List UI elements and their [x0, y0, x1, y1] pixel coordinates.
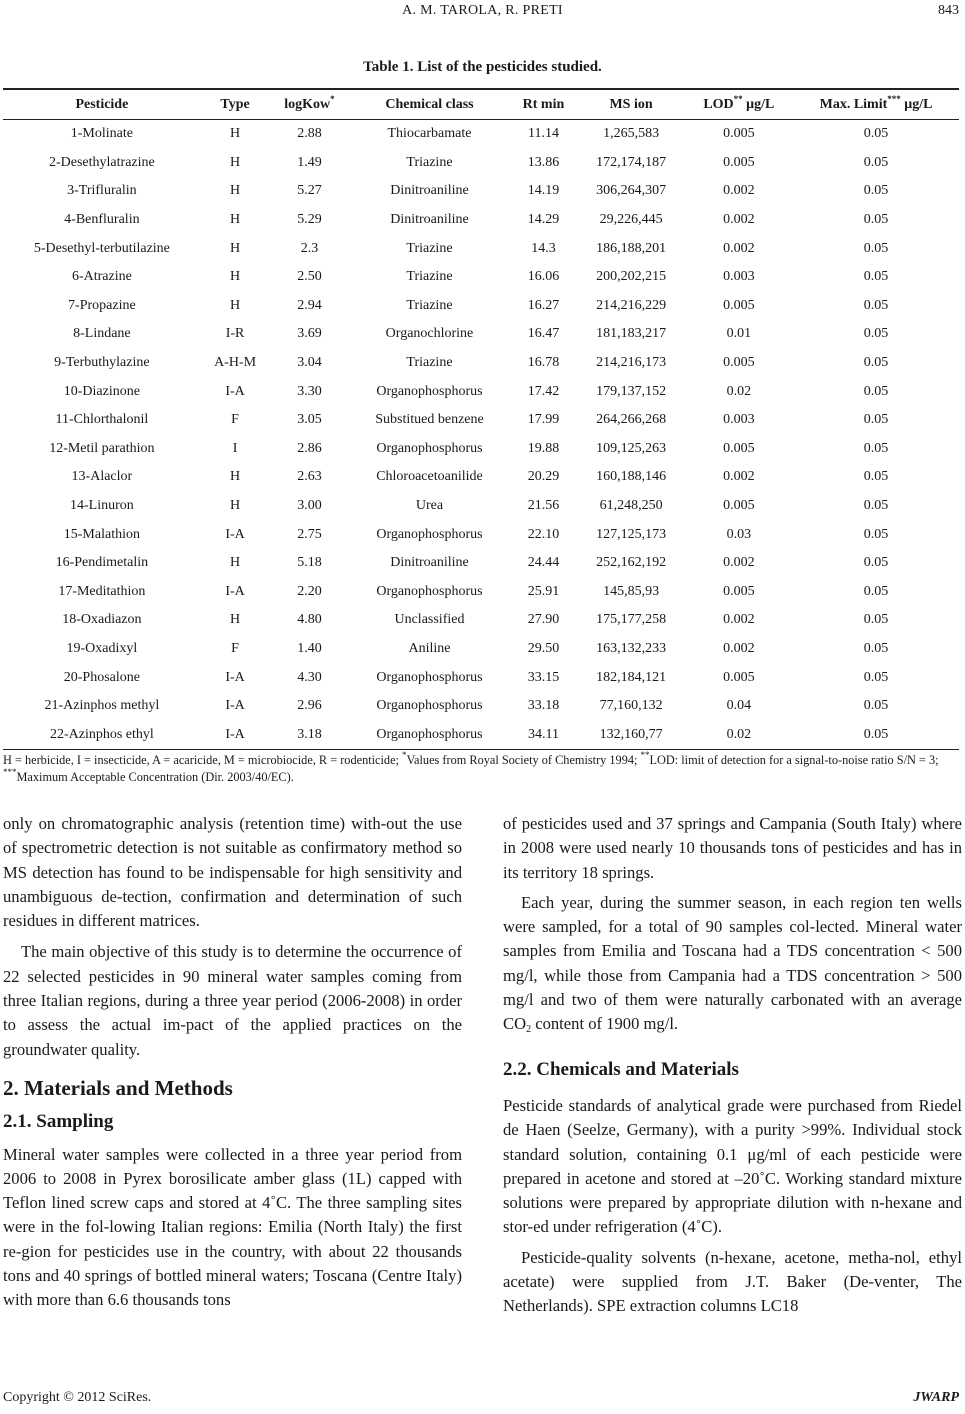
table-row [3, 492, 959, 521]
cell-ms: 61,248,250 [599, 498, 663, 514]
cell-type: H [230, 183, 241, 199]
table-row [3, 377, 959, 406]
cell-class: Organochlorine [385, 326, 474, 342]
cell-pesticide: 6-Atrazine [71, 269, 132, 285]
cell-logkow: 3.18 [269, 720, 349, 749]
table-row [3, 349, 959, 378]
cell-max-limit: 0.05 [863, 498, 889, 514]
cell-lod: 0.003 [723, 412, 755, 428]
cell-rt: 16.27 [527, 297, 560, 313]
cell-class: Organophosphorus [376, 669, 483, 685]
footnote-mark: *** [887, 93, 901, 104]
cell-logkow: 2.86 [297, 440, 322, 456]
cell-lod: 0.005 [723, 498, 755, 514]
cell-max-limit: 0.05 [863, 612, 889, 628]
cell-type: I [232, 440, 238, 456]
cell-logkow: 3.00 [297, 498, 322, 514]
cell-class: Organophosphorus [376, 583, 483, 599]
cell-pesticide: 5-Desethyl-terbutilazine [33, 240, 170, 256]
footnote-text: LOD: limit of detection for a signal-to-noise ratio S/N = 3; [649, 753, 939, 767]
cell-lod: 0.003 [723, 269, 755, 285]
footnote-mark: * [330, 93, 335, 104]
cell-rt: 27.90 [527, 612, 560, 628]
cell-class: Organophosphorus [376, 698, 483, 714]
cell-rt: 29.50 [527, 640, 560, 656]
cell-logkow: 2.94 [297, 297, 322, 313]
cell-rt: 20.29 [527, 469, 560, 485]
table-caption: Table 1. List of the pesticides studied. [363, 59, 602, 75]
table-row [3, 549, 959, 578]
cell-class: Urea [415, 498, 444, 514]
cell-ms: 127,125,173 [596, 526, 667, 542]
table-row [3, 292, 959, 321]
table-row [3, 234, 959, 263]
cell-type: I-A [225, 698, 245, 714]
cell-type: I-A [225, 669, 245, 685]
cell-ms: 160,188,146 [596, 469, 667, 485]
col-header-max-unit: μg/L [900, 96, 933, 112]
footnote-text: Maximum Acceptable Concentration (Dir. 2003/40/EC). [16, 770, 294, 784]
cell-ms: 132,160,77 [578, 720, 685, 749]
cell-class: Organophosphorus [376, 526, 483, 542]
cell-max-limit: 0.05 [863, 326, 889, 342]
cell-rt: 16.78 [527, 355, 560, 371]
left-column [3, 812, 462, 1313]
cell-lod: 0.002 [723, 240, 755, 256]
cell-max-limit: 0.05 [863, 240, 889, 256]
cell-logkow: 1.40 [297, 640, 322, 656]
section-heading: 2. Materials and Methods [3, 1075, 233, 1100]
cell-max-limit: 0.05 [863, 526, 889, 542]
cell-logkow: 2.96 [297, 698, 322, 714]
cell-type: F [231, 412, 239, 428]
cell-pesticide: 20-Phosalone [63, 669, 140, 685]
table-row [3, 120, 959, 149]
cell-logkow: 2.63 [297, 469, 322, 485]
cell-pesticide: 11-Chlorthalonil [55, 412, 149, 428]
cell-pesticide: 9-Terbuthylazine [54, 355, 150, 371]
cell-logkow: 2.88 [297, 126, 322, 142]
page-number: 843 [938, 3, 959, 18]
cell-class: Organophosphorus [350, 720, 510, 749]
cell-max-limit: 0.05 [863, 126, 889, 142]
cell-class: Organophosphorus [376, 440, 483, 456]
cell-lod: 0.04 [726, 698, 752, 714]
cell-max-limit: 0.05 [863, 583, 889, 599]
cell-lod: 0.01 [726, 326, 752, 342]
cell-lod: 0.002 [723, 640, 755, 656]
cell-type: H [230, 555, 241, 571]
cell-rt: 17.42 [527, 383, 560, 399]
footnote-mark: ** [733, 93, 743, 104]
cell-type: H [230, 240, 241, 256]
cell-type: H [230, 498, 241, 514]
cell-logkow: 5.29 [297, 212, 322, 228]
cell-lod: 0.005 [723, 355, 755, 371]
col-header-logkow [269, 89, 349, 120]
cell-class: Triazine [406, 297, 453, 313]
cell-lod: 0.03 [726, 526, 752, 542]
cell-logkow: 3.30 [297, 383, 322, 399]
cell-max-limit: 0.05 [863, 183, 889, 199]
cell-ms: 200,202,215 [596, 269, 667, 285]
table-row [3, 606, 959, 635]
cell-rt: 21.56 [527, 498, 560, 514]
cell-rt: 19.88 [527, 440, 560, 456]
cell-ms: 214,216,173 [596, 355, 667, 371]
cell-max-limit: 0.05 [863, 297, 889, 313]
cell-max-limit: 0.05 [863, 269, 889, 285]
cell-class: Triazine [406, 269, 453, 285]
footer-journal: JWARP [913, 1390, 959, 1405]
cell-ms: 175,177,258 [596, 612, 667, 628]
cell-type: A-H-M [214, 355, 257, 371]
table-row [3, 635, 959, 664]
cell-lod: 0.002 [723, 183, 755, 199]
cell-rt: 16.06 [527, 269, 560, 285]
cell-rt: 24.44 [527, 555, 560, 571]
cell-ms: 1,265,583 [603, 126, 660, 142]
cell-ms: 109,125,263 [596, 440, 667, 456]
cell-logkow: 5.18 [297, 555, 322, 571]
paragraph: Pesticide-quality solvents (n-hexane, acetone, metha-nol, ethyl acetate) were supplied from J.T. Baker (De-venter, The Netherlands). SPE extraction columns LC18 [503, 1247, 962, 1316]
cell-ms: 252,162,192 [596, 555, 667, 571]
table-footnote [3, 752, 961, 786]
cell-class: Dinitroaniline [390, 183, 469, 199]
cell-class: Triazine [406, 240, 453, 256]
table-row [3, 578, 959, 607]
footnote-text: Values from Royal Society of Chemistry 1994; [406, 753, 641, 767]
table-body [3, 120, 959, 750]
cell-lod: 0.005 [723, 440, 755, 456]
cell-class: Dinitroaniline [390, 555, 469, 571]
pesticides-table [3, 88, 959, 750]
cell-rt: 16.47 [527, 326, 560, 342]
cell-class: Thiocarbamate [387, 126, 472, 142]
cell-pesticide: 16-Pendimetalin [55, 555, 149, 571]
paragraph-text: Each year, during the summer season, in each region ten wells were sampled, for a total of 90 samples col-lected. Mineral water samples from Emilia and Toscana had a TDS concentration < 500 mg/l, while those from Campania had a TDS concentration > 500 mg/l and two of them were naturally carbonated with an average CO [503, 892, 962, 1034]
cell-type: H [230, 297, 241, 313]
cell-ms: 182,184,121 [596, 669, 667, 685]
paragraph-text: content of 1900 mg/l. [531, 1014, 679, 1034]
cell-pesticide: 8-Lindane [73, 326, 131, 342]
cell-lod: 0.02 [685, 720, 793, 749]
cell-pesticide: 2-Desethylatrazine [49, 154, 155, 170]
cell-pesticide: 12-Metil parathion [49, 440, 155, 456]
cell-lod: 0.02 [726, 383, 752, 399]
cell-lod: 0.005 [723, 154, 755, 170]
paragraph: The main objective of this study is to determine the occurrence of 22 selected pesticides in 90 mineral water samples coming from three Italian regions, during a three year period (2006-2008) in order to assess the actual im-pact of the applied practices on the groundwater quality. [3, 942, 462, 1059]
table-row [3, 520, 959, 549]
running-header [0, 0, 965, 30]
table-row [3, 720, 959, 749]
cell-max-limit: 0.05 [863, 669, 889, 685]
col-header-lod-unit: μg/L [742, 96, 775, 112]
cell-max-limit: 0.05 [863, 154, 889, 170]
running-header-authors: A. M. TAROLA, R. PRETI [402, 3, 563, 18]
cell-ms: 29,226,445 [599, 212, 663, 228]
footnote-mark: * [402, 750, 407, 760]
cell-type: H [230, 212, 241, 228]
cell-type: H [230, 269, 241, 285]
cell-logkow: 4.30 [297, 669, 322, 685]
cell-pesticide: 14-Linuron [69, 498, 134, 514]
subscript: 2 [526, 1024, 532, 1036]
cell-lod: 0.005 [723, 126, 755, 142]
cell-rt: 13.86 [527, 154, 560, 170]
cell-class: Chloroacetoanilide [376, 469, 483, 485]
col-header-pesticide: Pesticide [3, 89, 201, 120]
footer-copyright: Copyright © 2012 SciRes. [3, 1390, 152, 1405]
table-row [3, 406, 959, 435]
paragraph [503, 891, 962, 1037]
col-header-ms: MS ion [578, 89, 685, 120]
cell-type: H [230, 469, 241, 485]
cell-lod: 0.002 [723, 555, 755, 571]
cell-pesticide: 4-Benfluralin [64, 212, 140, 228]
cell-logkow: 3.69 [297, 326, 322, 342]
cell-type: I-A [225, 526, 245, 542]
subsection-heading: 2.2. Chemicals and Materials [503, 1058, 739, 1080]
cell-logkow: 2.3 [300, 240, 319, 256]
table-header-row [3, 89, 959, 120]
paragraph: of pesticides used and 37 springs and Campania (South Italy) where in 2008 were used nearly 10 thousands tons of pesticides and has in its territory 18 springs. [503, 814, 962, 882]
cell-max-limit: 0.05 [793, 720, 959, 749]
cell-class: Unclassified [394, 612, 465, 628]
cell-lod: 0.002 [723, 212, 755, 228]
cell-max-limit: 0.05 [863, 355, 889, 371]
cell-rt: 14.29 [527, 212, 560, 228]
table-row [3, 692, 959, 721]
cell-type: I-A [225, 383, 245, 399]
cell-pesticide: 7-Propazine [68, 297, 136, 313]
cell-ms: 306,264,307 [596, 183, 667, 199]
cell-rt: 11.14 [527, 126, 559, 142]
table-row [3, 663, 959, 692]
table-row [3, 206, 959, 235]
cell-logkow: 5.27 [297, 183, 322, 199]
cell-logkow: 2.75 [297, 526, 322, 542]
cell-logkow: 3.04 [297, 355, 322, 371]
cell-lod: 0.002 [723, 469, 755, 485]
cell-logkow: 4.80 [297, 612, 322, 628]
cell-lod: 0.002 [723, 612, 755, 628]
col-header-max-limit [793, 89, 959, 120]
cell-ms: 163,132,233 [596, 640, 667, 656]
cell-max-limit: 0.05 [863, 412, 889, 428]
cell-pesticide: 17-Meditathion [58, 583, 146, 599]
cell-type: H [230, 612, 241, 628]
cell-type: F [231, 640, 239, 656]
cell-type: I-R [225, 326, 245, 342]
cell-lod: 0.005 [723, 669, 755, 685]
cell-ms: 181,183,217 [596, 326, 667, 342]
cell-rt: 14.3 [531, 240, 556, 256]
cell-rt: 33.15 [527, 669, 560, 685]
paragraph: only on chromatographic analysis (retention time) with-out the use of spectrometric detection is not suitable as confirmatory method so MS detection has found to be indispensable for high sensitivity and unambiguous de-tection, confirmation and determination of such residues in different matrices. [3, 814, 462, 931]
cell-ms: 186,188,201 [596, 240, 667, 256]
cell-class: Triazine [406, 355, 453, 371]
cell-pesticide: 21-Azinphos methyl [44, 698, 160, 714]
col-header-rt: Rt min [509, 89, 577, 120]
cell-lod: 0.005 [723, 583, 755, 599]
cell-rt: 34.11 [509, 720, 577, 749]
cell-pesticide: 3-Trifluralin [67, 183, 137, 199]
cell-pesticide: 10-Diazinone [63, 383, 140, 399]
cell-class: Aniline [408, 640, 451, 656]
cell-type: I-A [225, 583, 245, 599]
col-header-type: Type [201, 89, 270, 120]
table-row [3, 463, 959, 492]
cell-max-limit: 0.05 [863, 640, 889, 656]
col-header-logkow-label: logKow [284, 96, 331, 112]
table-row [3, 320, 959, 349]
cell-ms: 264,266,268 [596, 412, 667, 428]
footnote-text: H = herbicide, I = insecticide, A = acaricide, M = microbiocide, R = rodenticide; [3, 753, 403, 767]
cell-max-limit: 0.05 [863, 555, 889, 571]
cell-type: I-A [201, 720, 270, 749]
cell-max-limit: 0.05 [863, 698, 889, 714]
table-row [3, 435, 959, 464]
col-header-max-label: Max. Limit [819, 96, 888, 112]
cell-rt: 22.10 [527, 526, 560, 542]
table-row [3, 149, 959, 178]
cell-ms: 214,216,229 [596, 297, 667, 313]
cell-max-limit: 0.05 [863, 212, 889, 228]
cell-ms: 172,174,187 [596, 154, 667, 170]
cell-ms: 145,85,93 [603, 583, 660, 599]
right-column [503, 812, 962, 1319]
cell-pesticide: 22-Azinphos ethyl [3, 720, 201, 749]
cell-logkow: 2.20 [297, 583, 322, 599]
cell-pesticide: 15-Malathion [63, 526, 140, 542]
cell-pesticide: 18-Oxadiazon [62, 612, 142, 628]
cell-lod: 0.005 [723, 297, 755, 313]
cell-class: Organophosphorus [376, 383, 483, 399]
cell-class: Substitued benzene [375, 412, 484, 428]
col-header-lod-label: LOD [703, 96, 734, 112]
subsection-heading: 2.1. Sampling [3, 1111, 114, 1133]
cell-rt: 14.19 [527, 183, 560, 199]
footnote-mark: *** [3, 767, 17, 777]
paragraph: Pesticide standards of analytical grade were purchased from Riedel de Haen (Seelze, Germany), with a purity >99%. Individual stock standard solution, containing 0.1 μg/ml of each pesticide were prepared in acetone and stored at –20˚C. Working standard mixture solutions were prepared by appropriate dilution with n-hexane and stor-ed under refrigeration (4˚C). [503, 1095, 962, 1237]
col-header-lod [685, 89, 793, 120]
cell-pesticide: 1-Molinate [70, 126, 133, 142]
cell-class: Triazine [406, 154, 453, 170]
cell-max-limit: 0.05 [863, 440, 889, 456]
cell-class: Dinitroaniline [390, 212, 469, 228]
cell-rt: 17.99 [527, 412, 560, 428]
footnote-mark: ** [640, 750, 650, 760]
cell-max-limit: 0.05 [863, 469, 889, 485]
cell-type: H [230, 126, 241, 142]
cell-pesticide: 19-Oxadixyl [66, 640, 138, 656]
cell-rt: 33.18 [527, 698, 560, 714]
cell-max-limit: 0.05 [863, 383, 889, 399]
cell-type: H [230, 154, 241, 170]
cell-logkow: 3.05 [297, 412, 322, 428]
cell-pesticide: 13-Alaclor [71, 469, 133, 485]
paragraph: Mineral water samples were collected in a three year period from 2006 to 2008 in Pyrex borosilicate amber glass (1L) capped with Teflon lined screw caps and stored at 4˚C. The three sampling sites were in the fol-lowing Italian regions: Emilia (North Italy) the first re-gion for pesticides use in the country, with about 22 thousands tons and 40 springs of bottled mineral waters; Toscana (Centre Italy) with more than 6.6 thousands tons [3, 1144, 462, 1310]
cell-logkow: 1.49 [297, 154, 322, 170]
table-row [3, 263, 959, 292]
cell-ms: 179,137,152 [596, 383, 667, 399]
cell-logkow: 2.50 [297, 269, 322, 285]
cell-ms: 77,160,132 [599, 698, 663, 714]
table-row [3, 177, 959, 206]
cell-rt: 25.91 [527, 583, 560, 599]
col-header-class: Chemical class [350, 89, 510, 120]
